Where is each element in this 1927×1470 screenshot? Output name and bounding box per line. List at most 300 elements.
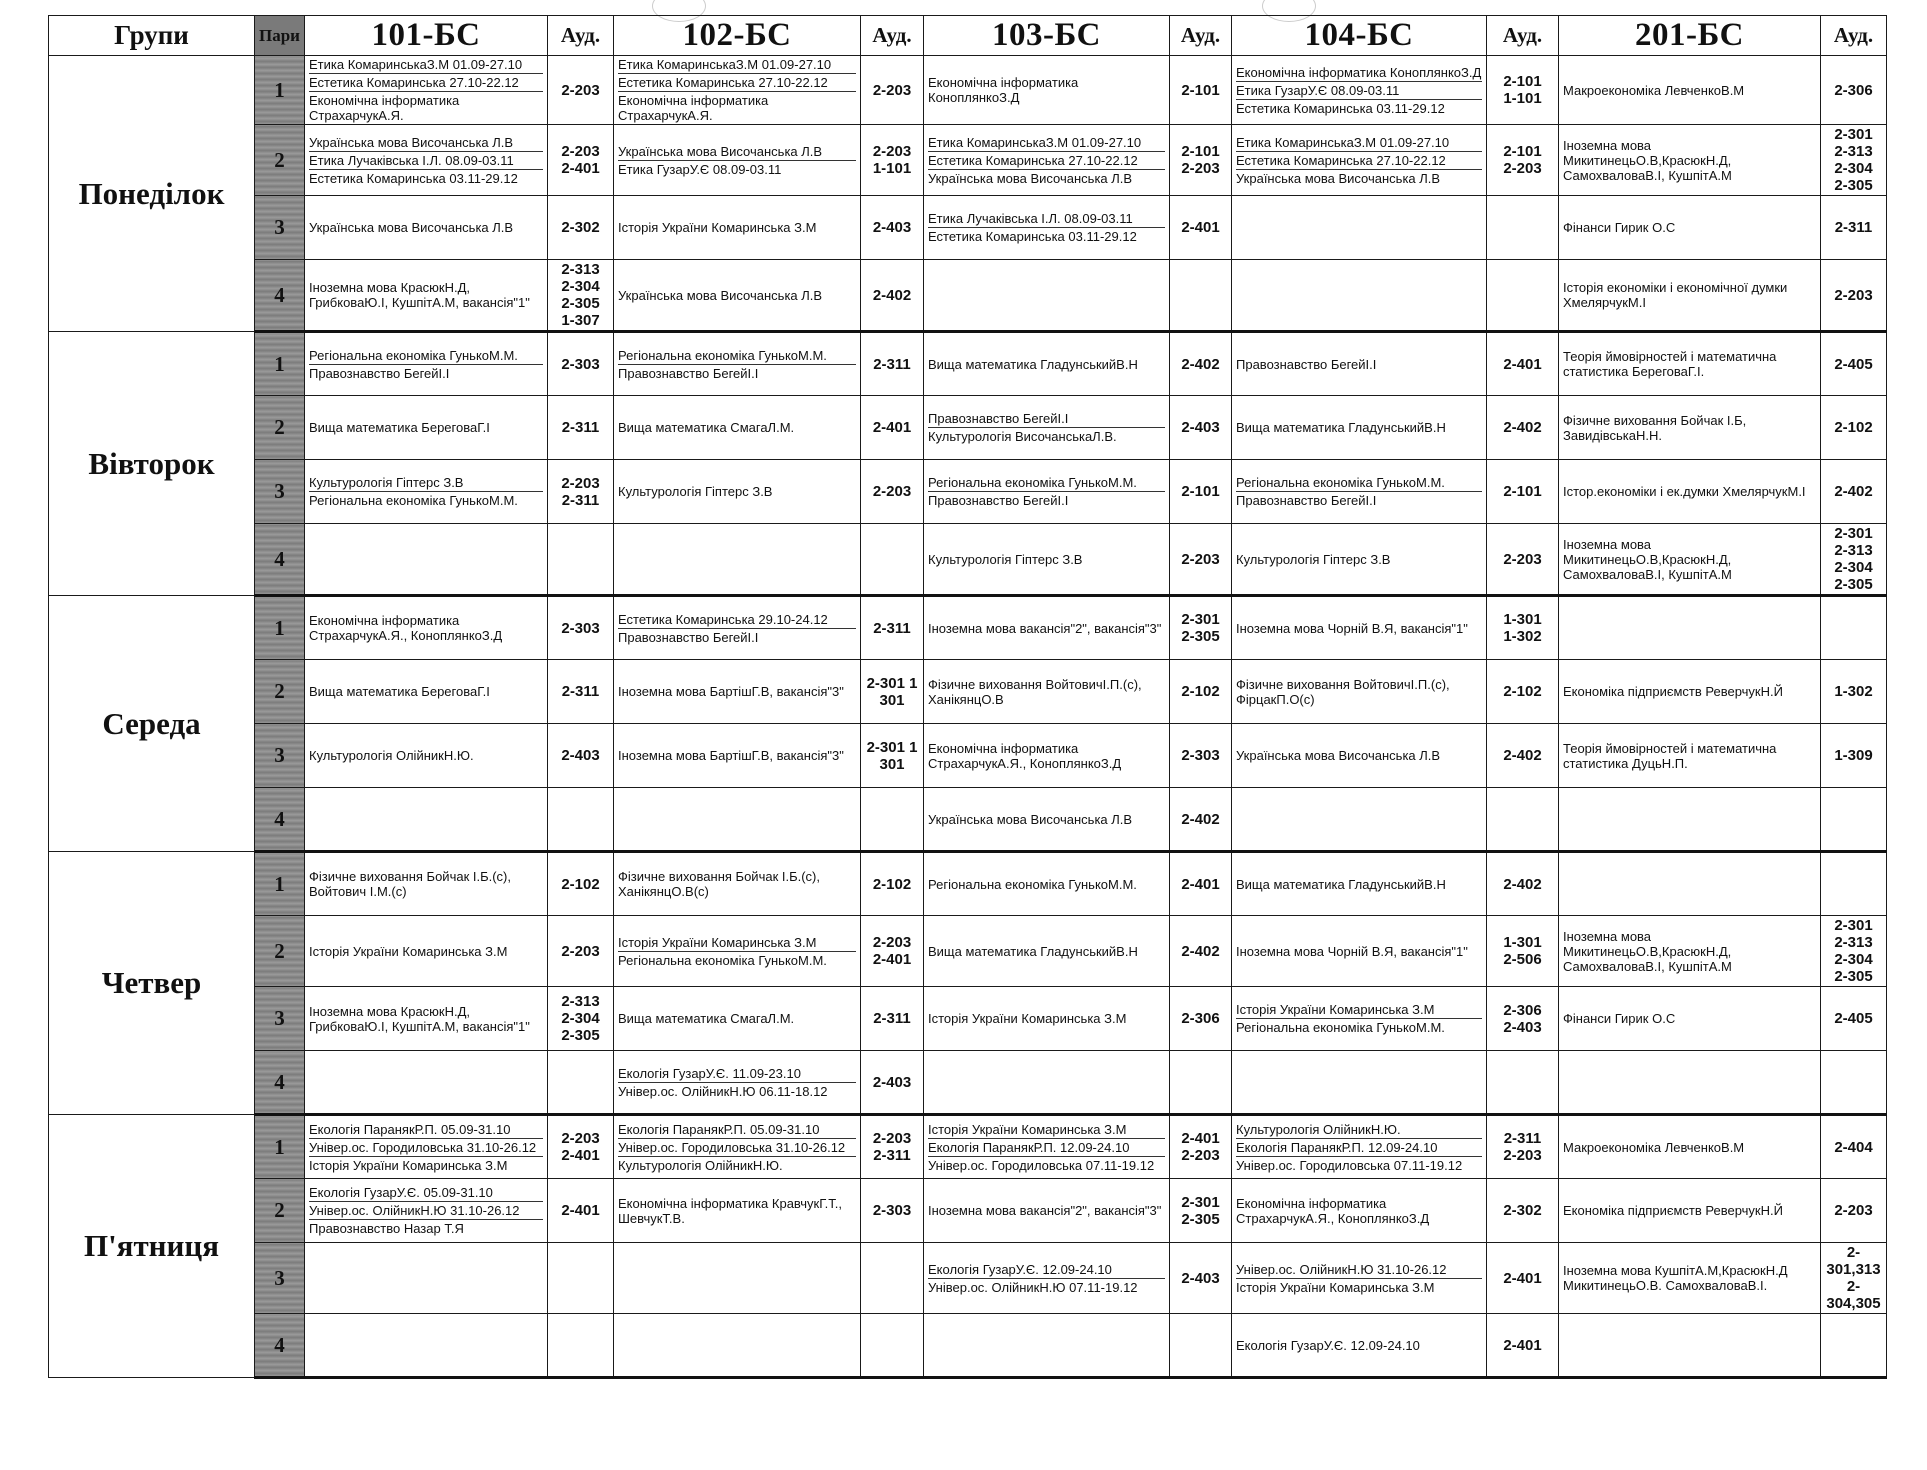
subject-line: Культурологія Гіптерс З.В xyxy=(309,475,464,490)
room-number: 2-203 xyxy=(1834,1202,1873,1219)
room-cell xyxy=(1170,1314,1232,1378)
subject-line: Регіональна економіка ГунькоМ.М. xyxy=(1236,475,1445,490)
room-number: 2-305 xyxy=(561,295,600,312)
subject-cell xyxy=(1559,788,1821,852)
group-header: 101-БС xyxy=(305,16,548,56)
room-cell xyxy=(1821,916,1887,987)
room-number: 2-301,313 xyxy=(1826,1244,1881,1278)
room-cell xyxy=(1487,332,1559,396)
subject-cell xyxy=(1559,852,1821,916)
room-number: 2-401 xyxy=(1181,219,1220,236)
day-name: Четвер xyxy=(49,852,255,1115)
room-cell xyxy=(861,852,924,916)
subject-line: Вища математика ГладунськийВ.Н xyxy=(1236,876,1446,892)
room-cell xyxy=(861,916,924,987)
subject-line: Універ.ос. Городиловська 31.10-26.12 xyxy=(309,1138,543,1155)
subject-line: Історія України Комаринська З.М xyxy=(309,1156,543,1173)
room-cell xyxy=(861,788,924,852)
room-cell xyxy=(1487,788,1559,852)
subject-line: Універ.ос. ОлійникН.Ю 31.10-26.12 xyxy=(309,1201,543,1218)
table-row xyxy=(49,852,1887,916)
pair-number: 2 xyxy=(255,916,305,987)
subject-line: Естетика Комаринська 03.11-29.12 xyxy=(309,169,543,186)
subject-cell xyxy=(305,125,548,196)
room-number: 2-402 xyxy=(1181,355,1220,373)
subject-line: Українська мова Височанська Л.В xyxy=(928,811,1133,827)
room-cell xyxy=(861,332,924,396)
subject-line: Історія України Комаринська З.М xyxy=(928,1011,1127,1026)
room-cell xyxy=(1170,1243,1232,1314)
subject-cell xyxy=(614,788,861,852)
room-number: 2-301 1 xyxy=(866,674,918,692)
subject-cell xyxy=(305,596,548,660)
subject-line: Іноземна мова КушпітА.М,КрасюкН.Д МикитинецьО.В. СамохваловаВ.І. xyxy=(1563,1263,1788,1293)
room-number: 2-311 xyxy=(1503,1130,1542,1147)
pair-number: 2 xyxy=(255,1179,305,1243)
room-number: 2-402 xyxy=(1181,942,1220,960)
room-number: 2-401 xyxy=(561,1147,600,1164)
room-cell xyxy=(1487,260,1559,332)
room-cell xyxy=(1170,596,1232,660)
room-number: 2-401 xyxy=(872,419,912,436)
room-number: 1-101 xyxy=(872,160,912,177)
subject-line: Економічна інформатика СтрахарчукА.Я. xyxy=(618,91,856,123)
room-cell xyxy=(861,987,924,1051)
subject-line: Теорія ймовірностей і математична статистика БереговаГ.І. xyxy=(1563,349,1777,379)
room-number: 2-304 xyxy=(1834,559,1873,576)
pair-number: 4 xyxy=(255,1314,305,1378)
room-number: 1-309 xyxy=(1834,747,1873,764)
room-cell xyxy=(1821,196,1887,260)
room-number: 2-401 xyxy=(1503,355,1542,373)
subject-cell xyxy=(924,1051,1170,1115)
room-number: 2-311 xyxy=(873,1010,911,1027)
subject-line: Економічна інформатика СтрахарчукА.Я., КоноплянкоЗ.Д xyxy=(928,740,1122,771)
subject-line: Іноземна мова Чорній В.Я, вакансія"1" xyxy=(1236,943,1468,959)
pair-number: 3 xyxy=(255,987,305,1051)
room-number: 2-203 xyxy=(872,1130,912,1147)
subject-cell xyxy=(1232,596,1487,660)
table-row xyxy=(49,660,1887,724)
subject-cell xyxy=(614,260,861,332)
room-cell xyxy=(1821,125,1887,196)
room-number: 301 xyxy=(879,755,905,773)
room-cell xyxy=(548,396,614,460)
subject-line: Правознавство Назар Т.Я xyxy=(309,1219,543,1236)
subject-cell xyxy=(1559,1051,1821,1115)
room-number: 2-303 xyxy=(561,355,600,373)
subject-cell xyxy=(1559,1179,1821,1243)
table-row xyxy=(49,1051,1887,1115)
subject-line: Вища математика ГладунськийВ.Н xyxy=(928,356,1138,372)
subject-line: Універ.ос. Городиловська 07.11-19.12 xyxy=(1236,1156,1482,1173)
subject-line: Іноземна мова Чорній В.Я, вакансія"1" xyxy=(1236,620,1468,636)
pair-number: 3 xyxy=(255,196,305,260)
room-cell xyxy=(1487,125,1559,196)
pair-number: 3 xyxy=(255,1243,305,1314)
subject-line: Універ.ос. ОлійникН.Ю 07.11-19.12 xyxy=(928,1278,1165,1295)
room-cell xyxy=(1487,196,1559,260)
header-row xyxy=(49,16,1887,56)
subject-cell xyxy=(305,852,548,916)
room-cell xyxy=(1821,1179,1887,1243)
room-number: 2-402 xyxy=(1503,747,1542,764)
subject-cell xyxy=(614,1243,861,1314)
subject-line: Культурологія ОлійникН.Ю. xyxy=(1236,1121,1401,1137)
room-cell xyxy=(1487,916,1559,987)
subject-cell xyxy=(614,660,861,724)
subject-line: Історія України Комаринська З.М xyxy=(928,1121,1127,1137)
subject-line: Регіональна економіка ГунькоМ.М. xyxy=(928,876,1137,892)
room-number: 2-311 xyxy=(873,355,911,373)
room-cell xyxy=(548,916,614,987)
pair-number: 1 xyxy=(255,56,305,125)
subject-line: Правознавство БегейІ.І xyxy=(928,411,1069,426)
subject-cell xyxy=(1232,332,1487,396)
room-cell xyxy=(861,56,924,125)
room-cell xyxy=(861,524,924,596)
aud-header: Ауд. xyxy=(1487,16,1559,56)
subject-line: Етика КомаринськаЗ.М 01.09-27.10 xyxy=(1236,134,1450,150)
subject-cell xyxy=(924,125,1170,196)
room-cell xyxy=(548,987,614,1051)
subject-line: Правознавство БегейІ.І xyxy=(928,491,1165,508)
subject-line: Історія України Комаринська З.М xyxy=(618,934,817,950)
room-cell xyxy=(548,596,614,660)
subject-cell xyxy=(1232,125,1487,196)
subject-cell xyxy=(305,1051,548,1115)
subject-cell xyxy=(1232,260,1487,332)
subject-line: Регіональна економіка ГунькоМ.М. xyxy=(1236,1018,1482,1035)
room-cell xyxy=(1821,332,1887,396)
table-row xyxy=(49,125,1887,196)
room-number: 2-401 xyxy=(1503,1336,1542,1354)
room-number: 2-304 xyxy=(1834,160,1873,177)
room-cell xyxy=(1170,724,1232,788)
subject-cell xyxy=(1232,1051,1487,1115)
room-cell xyxy=(1487,987,1559,1051)
subject-line: Універ.ос. ОлійникН.Ю 06.11-18.12 xyxy=(618,1082,856,1099)
room-cell xyxy=(548,788,614,852)
room-number: 2-404 xyxy=(1834,1138,1873,1156)
room-number: 2-203 xyxy=(1181,160,1220,177)
pair-number: 4 xyxy=(255,524,305,596)
subject-line: Іноземна мова БартішГ.В, вакансія"3" xyxy=(618,684,844,699)
subject-cell xyxy=(924,396,1170,460)
room-number: 2-401 xyxy=(561,1202,600,1219)
subject-line: Естетика Комаринська 27.10-22.12 xyxy=(1236,151,1482,168)
subject-line: Етика КомаринськаЗ.М 01.09-27.10 xyxy=(309,57,523,72)
subject-line: Етика ГузарУ.Є 08.09-03.11 xyxy=(1236,81,1482,98)
room-number: 1-307 xyxy=(561,312,600,329)
room-cell xyxy=(1487,56,1559,125)
subject-line: Регіональна економіка ГунькоМ.М. xyxy=(618,951,856,968)
table-row xyxy=(49,916,1887,987)
aud-header: Ауд. xyxy=(1170,16,1232,56)
subject-cell xyxy=(1232,660,1487,724)
subject-cell xyxy=(305,1314,548,1378)
room-cell xyxy=(1487,524,1559,596)
room-number: 2-403 xyxy=(1181,1269,1220,1287)
subject-cell xyxy=(614,852,861,916)
subject-line: Макроекономіка ЛевченкоВ.М xyxy=(1563,82,1745,98)
subject-cell xyxy=(924,788,1170,852)
room-cell xyxy=(1821,460,1887,524)
subject-cell xyxy=(305,196,548,260)
room-number: 2-403 xyxy=(872,1073,912,1091)
table-row xyxy=(49,332,1887,396)
room-cell xyxy=(1487,396,1559,460)
table-row xyxy=(49,396,1887,460)
subject-line: Вища математика ГладунськийВ.Н xyxy=(928,943,1138,959)
room-cell xyxy=(1821,260,1887,332)
subject-line: Українська мова Височанська Л.В xyxy=(309,220,514,235)
subject-line: Регіональна економіка ГунькоМ.М. xyxy=(928,475,1137,490)
table-row xyxy=(49,260,1887,332)
day-name: Середа xyxy=(49,596,255,852)
pair-number: 2 xyxy=(255,125,305,196)
subject-cell xyxy=(1559,987,1821,1051)
room-number: 2-305 xyxy=(1181,628,1220,645)
room-cell xyxy=(1821,788,1887,852)
room-number: 2-203 xyxy=(1503,550,1542,568)
subject-line: Іноземна мова МикитинецьО.В,КрасюкН.Д, СамохваловаВ.І, КушпітА.М xyxy=(1563,928,1732,974)
subject-line: Екологія ГузарУ.Є. 12.09-24.10 xyxy=(928,1261,1112,1277)
subject-line: Культурологія ВисочанськаЛ.В. xyxy=(928,427,1165,444)
room-number: 2-203 xyxy=(1181,1147,1220,1164)
subject-line: Економіка підприємств РеверчукН.Й xyxy=(1563,684,1783,699)
room-number: 2-301 xyxy=(1834,525,1873,542)
subject-cell xyxy=(614,1115,861,1179)
room-cell xyxy=(1170,396,1232,460)
subject-line: Вища математика СмагаЛ.М. xyxy=(618,1011,795,1026)
subject-line: Регіональна економіка ГунькоМ.М. xyxy=(618,347,827,363)
room-cell xyxy=(1821,1243,1887,1314)
room-number: 2-301 xyxy=(1181,611,1220,628)
room-cell xyxy=(861,396,924,460)
subject-cell xyxy=(1232,987,1487,1051)
room-cell xyxy=(548,852,614,916)
subject-cell xyxy=(305,332,548,396)
room-number: 2-102 xyxy=(1834,419,1873,436)
room-number: 2-203 xyxy=(1834,286,1873,304)
subject-cell xyxy=(614,125,861,196)
table-row xyxy=(49,596,1887,660)
subject-line: Етика Лучаківська І.Л. 08.09-03.11 xyxy=(928,211,1133,226)
room-number: 2-401 xyxy=(1181,875,1220,893)
subject-line: Естетика Комаринська 03.11-29.12 xyxy=(1236,99,1482,116)
room-number: 1-301 xyxy=(1503,611,1542,628)
table-row xyxy=(49,196,1887,260)
subject-cell xyxy=(1232,788,1487,852)
room-cell xyxy=(1170,1051,1232,1115)
room-number: 2-305 xyxy=(1834,576,1873,593)
room-cell xyxy=(1170,460,1232,524)
subject-line: Естетика Комаринська 27.10-22.12 xyxy=(309,73,543,90)
subject-cell xyxy=(614,1051,861,1115)
room-cell xyxy=(1170,125,1232,196)
room-cell xyxy=(1170,56,1232,125)
subject-line: Правознавство БегейІ.І xyxy=(1236,491,1482,508)
subject-line: Вища математика ГладунськийВ.Н xyxy=(1236,420,1446,435)
room-number: 2-305 xyxy=(1834,177,1873,194)
room-number: 2-402 xyxy=(1503,875,1542,893)
pair-number: 2 xyxy=(255,396,305,460)
subject-cell xyxy=(1232,196,1487,260)
subject-line: Економічна інформатика СтрахарчукА.Я. xyxy=(309,91,543,123)
room-cell xyxy=(1821,524,1887,596)
room-cell xyxy=(861,196,924,260)
schedule-table xyxy=(48,15,1887,1379)
room-number: 2-203 xyxy=(561,942,600,960)
room-cell xyxy=(1170,524,1232,596)
subject-line: Економічна інформатика СтрахарчукА.Я., КоноплянкоЗ.Д xyxy=(309,613,503,643)
subject-cell xyxy=(1232,1179,1487,1243)
room-cell xyxy=(1821,1115,1887,1179)
room-cell xyxy=(548,260,614,332)
room-number: 2-403 xyxy=(1503,1018,1542,1036)
subject-line: Іноземна мова МикитинецьО.В,КрасюкН.Д, СамохваловаВ.І, КушпітА.М xyxy=(1563,137,1732,183)
table-row xyxy=(49,1115,1887,1179)
room-cell xyxy=(1821,1051,1887,1115)
room-cell xyxy=(548,660,614,724)
room-number: 1-302 xyxy=(1503,628,1542,645)
table-row xyxy=(49,987,1887,1051)
room-cell xyxy=(1821,596,1887,660)
table-row xyxy=(49,1314,1887,1378)
subject-line: Історія економіки і економічної думки ХмелярчукМ.І xyxy=(1563,280,1788,310)
table-row xyxy=(49,1243,1887,1314)
room-cell xyxy=(1170,1115,1232,1179)
room-number: 2-203 xyxy=(872,483,912,500)
subject-cell xyxy=(1559,660,1821,724)
room-number: 2-301 1 xyxy=(866,738,918,756)
room-cell xyxy=(548,1051,614,1115)
subject-cell xyxy=(305,660,548,724)
subject-cell xyxy=(1559,524,1821,596)
subject-cell xyxy=(924,196,1170,260)
room-number: 2-311 xyxy=(1834,219,1873,236)
subject-line: Іноземна мова вакансія"2", вакансія"3" xyxy=(928,620,1162,636)
subject-cell xyxy=(924,660,1170,724)
room-number: 2-304,305 xyxy=(1826,1278,1881,1312)
pair-number: 4 xyxy=(255,1051,305,1115)
subject-cell xyxy=(1559,196,1821,260)
room-number: 1-302 xyxy=(1834,683,1873,700)
subject-cell xyxy=(924,916,1170,987)
subject-cell xyxy=(1232,916,1487,987)
subject-cell xyxy=(614,1314,861,1378)
subject-cell xyxy=(1232,56,1487,125)
pair-number: 3 xyxy=(255,460,305,524)
aud-header: Ауд. xyxy=(1821,16,1887,56)
subject-line: Правознавство БегейІ.І xyxy=(618,364,856,381)
room-number: 2-313 xyxy=(1834,542,1873,559)
pair-number: 2 xyxy=(255,660,305,724)
subject-cell xyxy=(924,1115,1170,1179)
pair-number: 3 xyxy=(255,724,305,788)
room-cell xyxy=(861,724,924,788)
subject-cell xyxy=(614,1179,861,1243)
subject-cell xyxy=(614,596,861,660)
room-cell xyxy=(548,125,614,196)
subject-line: Естетика Комаринська 03.11-29.12 xyxy=(928,227,1165,244)
subject-line: Екологія ГузарУ.Є. 05.09-31.10 xyxy=(309,1185,493,1200)
room-cell xyxy=(1487,1243,1559,1314)
room-cell xyxy=(861,596,924,660)
room-cell xyxy=(548,724,614,788)
room-cell xyxy=(1170,916,1232,987)
subject-line: Економічна інформатика КоноплянкоЗ.Д xyxy=(928,75,1079,105)
pair-number: 1 xyxy=(255,332,305,396)
room-number: 2-304 xyxy=(1834,951,1873,968)
day-name: Понеділок xyxy=(49,56,255,332)
room-number: 2-102 xyxy=(1503,683,1542,700)
subject-cell xyxy=(924,1243,1170,1314)
subject-cell xyxy=(924,524,1170,596)
subject-line: Фізичне виховання ВойтовичІ.П.(с), ФірцакП.О(с) xyxy=(1236,676,1450,707)
table-row xyxy=(49,724,1887,788)
subject-line: Фінанси Гирик О.С xyxy=(1563,220,1676,235)
subject-cell xyxy=(1232,524,1487,596)
room-cell xyxy=(1821,724,1887,788)
room-cell xyxy=(861,1314,924,1378)
room-cell xyxy=(1821,852,1887,916)
room-number: 2-101 xyxy=(1503,483,1542,500)
subject-line: Етика КомаринськаЗ.М 01.09-27.10 xyxy=(928,134,1142,150)
room-number: 2-203 xyxy=(872,143,912,160)
room-number: 2-302 xyxy=(561,219,600,236)
subject-line: Іноземна мова КрасюкН.Д, ГрибковаЮ.І, КушпітА.М, вакансія"1" xyxy=(309,1003,530,1034)
room-number: 2-203 xyxy=(1503,160,1542,177)
subject-cell xyxy=(305,1115,548,1179)
pair-number: 1 xyxy=(255,852,305,916)
room-number: 2-203 xyxy=(561,474,600,492)
room-cell xyxy=(1821,396,1887,460)
room-number: 2-311 xyxy=(873,619,911,637)
subject-cell xyxy=(1559,396,1821,460)
subject-line: Іноземна мова МикитинецьО.В,КрасюкН.Д, СамохваловаВ.І, КушпітА.М xyxy=(1563,536,1732,582)
room-number: 1-301 xyxy=(1503,934,1542,951)
room-number: 2-402 xyxy=(872,286,912,304)
subject-cell xyxy=(614,196,861,260)
room-number: 2-101 xyxy=(1503,143,1542,160)
subject-line: Екологія ГузарУ.Є. 12.09-24.10 xyxy=(1236,1337,1420,1353)
subject-line: Фізичне виховання Бойчак І.Б.(с), ХанікянцО.В(с) xyxy=(618,869,821,899)
subject-line: Історія України Комаринська З.М xyxy=(1236,1278,1482,1295)
subject-line: Фінанси Гирик О.С xyxy=(1563,1011,1676,1026)
subject-line: Макроекономіка ЛевченкоВ.М xyxy=(1563,1139,1745,1155)
subject-cell xyxy=(1559,724,1821,788)
subject-line: Економічна інформатика СтрахарчукА.Я., КоноплянкоЗ.Д xyxy=(1236,1195,1430,1226)
subject-cell xyxy=(1232,1314,1487,1378)
subject-cell xyxy=(1559,596,1821,660)
aud-header: Ауд. xyxy=(548,16,614,56)
subject-line: Екологія ГузарУ.Є. 11.09-23.10 xyxy=(618,1065,801,1081)
room-number: 2-102 xyxy=(561,875,600,893)
room-cell xyxy=(1487,852,1559,916)
room-number: 1-101 xyxy=(1503,90,1542,107)
subject-line: Естетика Комаринська 27.10-22.12 xyxy=(928,151,1165,168)
subject-cell xyxy=(924,260,1170,332)
subject-cell xyxy=(1232,852,1487,916)
subject-cell xyxy=(1559,1115,1821,1179)
room-number: 2-306 xyxy=(1181,1010,1220,1027)
room-cell xyxy=(1170,852,1232,916)
pair-number: 1 xyxy=(255,1115,305,1179)
room-number: 2-102 xyxy=(872,875,912,893)
subject-line: Теорія ймовірностей і математична статистика ДуцьН.П. xyxy=(1563,740,1777,771)
